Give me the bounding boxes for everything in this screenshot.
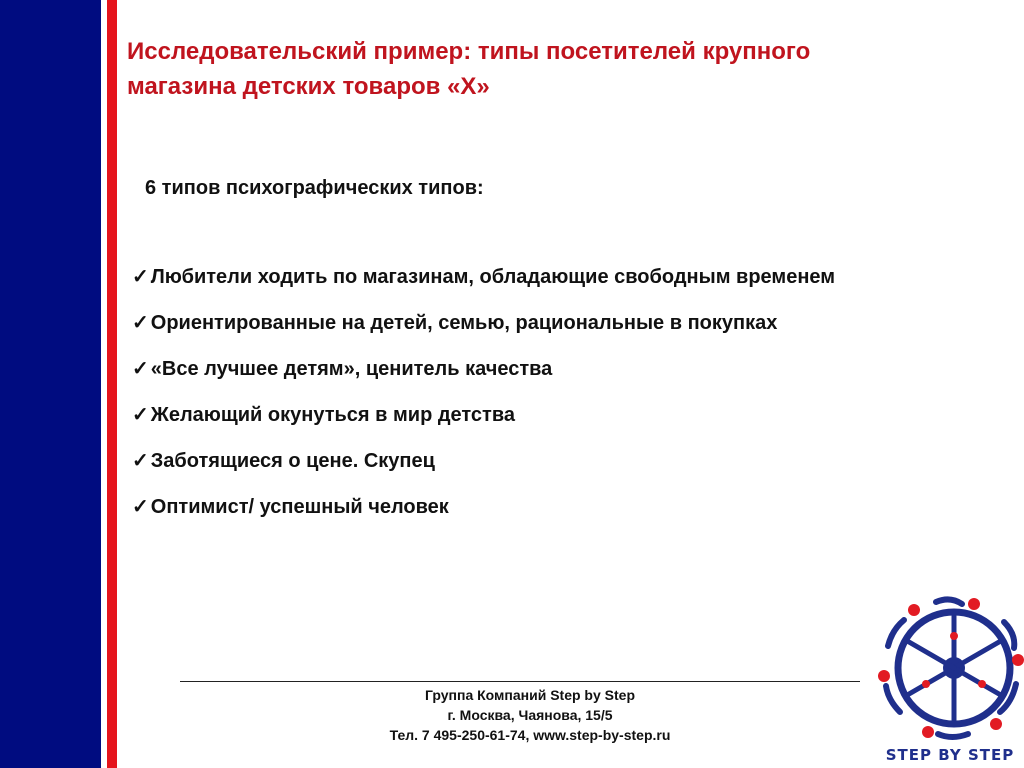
footer (320, 685, 740, 745)
check-icon: ✓ (132, 266, 149, 288)
check-icon: ✓ (132, 496, 149, 518)
slide-title (127, 34, 967, 104)
list-item-text: Желающий окунуться в мир детства (150, 404, 516, 426)
check-icon: ✓ (132, 312, 149, 334)
list-item (132, 446, 902, 477)
list-item-text: Оптимист/ успешный человек (150, 496, 449, 518)
psychographic-types-list (132, 262, 902, 538)
step-by-step-logo (876, 594, 1024, 768)
list-item (132, 308, 902, 339)
logo-spokes (909, 616, 999, 720)
list-item-text: Ориентированные на детей, семью, рациональные в покупках (150, 312, 778, 334)
list-item (132, 400, 902, 431)
wheel-figures-icon (876, 594, 1024, 742)
list-item (132, 354, 902, 385)
footer-divider (180, 681, 860, 682)
footer-address: г. Москва, Чаянова, 15/5 (447, 707, 613, 723)
check-icon: ✓ (132, 450, 149, 472)
list-item (132, 492, 902, 523)
slide-subtitle: 6 типов психографических типов: (145, 177, 484, 199)
left-blue-bar (0, 0, 101, 768)
list-item (132, 262, 902, 293)
title-line-2: магазина детских товаров «Х» (127, 73, 490, 100)
logo-text: STEP BY STEP (885, 746, 1015, 764)
list-item-text: Заботящиеся о цене. Скупец (150, 450, 435, 472)
title-line-1: Исследовательский пример: типы посетителей крупного (127, 38, 811, 65)
list-item-text: Любители ходить по магазинам, обладающие свободным временем (150, 266, 836, 288)
check-icon: ✓ (132, 404, 149, 426)
left-red-bar (107, 0, 117, 768)
footer-contacts: Тел. 7 495-250-61-74, www.step-by-step.ru (389, 727, 671, 743)
check-icon: ✓ (132, 358, 149, 380)
footer-company: Группа Компаний Step by Step (424, 687, 635, 703)
list-item-text: «Все лучшее детям», ценитель качества (150, 358, 553, 380)
